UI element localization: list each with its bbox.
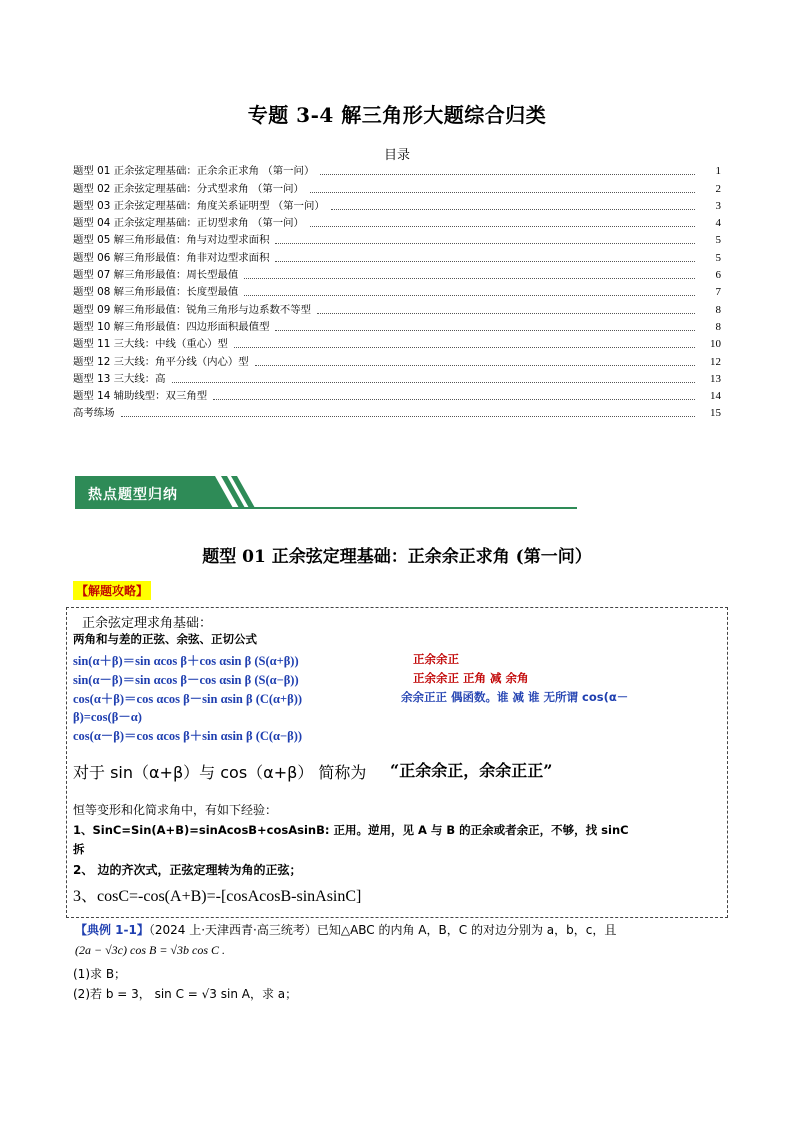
toc-item[interactable] bbox=[73, 334, 721, 351]
toc-page: 14 bbox=[710, 390, 721, 403]
question-1: (1)求 B； bbox=[73, 967, 127, 981]
toc-label: 题型 09 解三角形最值：锐角三角形与边系数不等型 bbox=[73, 303, 312, 316]
formula-sin-sum: sin(α＋β)＝sin αcos β＋cos αsin β (S(α+β)) bbox=[73, 654, 299, 668]
toc-label: 题型 06 解三角形最值：角非对边型求面积 bbox=[73, 251, 270, 264]
formula-cos-sum: cos(α＋β)＝cos αcos β－sin αsin β (C(α+β)) bbox=[73, 692, 303, 706]
formula-cos-sum-cont: β)=cos(β－α) bbox=[73, 710, 142, 724]
toc-page: 12 bbox=[710, 355, 721, 368]
toc-label: 题型 08 解三角形最值：长度型最值 bbox=[73, 286, 239, 299]
tip-2: 2、 边的齐次式，正弦定理转为角的正弦； bbox=[73, 863, 302, 877]
toc-leader bbox=[317, 313, 695, 314]
toc-leader bbox=[310, 226, 695, 227]
toc-page: 8 bbox=[715, 320, 721, 333]
toc-page: 13 bbox=[710, 372, 721, 385]
toc-label: 题型 02 正余弦定理基础：分式型求角 （第一问） bbox=[73, 182, 304, 195]
toc-leader bbox=[275, 330, 695, 331]
banner-rule bbox=[75, 507, 577, 509]
toc-leader bbox=[172, 382, 695, 383]
banner-label: 热点题型归纳 bbox=[88, 487, 178, 503]
example-text: （2024 上·天津西青·高三统考）已知△ABC 的内角 A，B，C 的对边分别为 a，b，c，且 bbox=[148, 923, 617, 937]
toc-item[interactable] bbox=[73, 369, 721, 386]
toc-page: 6 bbox=[715, 269, 721, 282]
toc-page: 4 bbox=[715, 217, 721, 230]
toc-page: 10 bbox=[710, 338, 721, 351]
strategy-tag: 【解题攻略】 bbox=[73, 581, 151, 600]
toc-leader bbox=[331, 209, 695, 210]
example-tag: 【典例 1-1】 bbox=[75, 923, 149, 937]
toc-leader bbox=[244, 295, 695, 296]
tip-1: 1、SinC=Sin(A+B)=sinAcosB+cosAsinB: 正用。逆用，见 A 与 B 的正余或者余正，不够，找 sinC bbox=[73, 823, 629, 837]
box-subheading: 两角和与差的正弦、余弦、正切公式 bbox=[73, 632, 257, 646]
formula-sin-diff-note: 正余余正 正角 减 余角 bbox=[413, 671, 529, 685]
toc-leader bbox=[310, 192, 695, 193]
toc-item[interactable] bbox=[73, 178, 721, 195]
mnemonic-prefix: 对于 sin（α+β）与 cos（α+β） 简称为 bbox=[73, 763, 367, 782]
toc-item[interactable] bbox=[73, 161, 721, 178]
toc-label: 题型 11 三大线：中线（重心）型 bbox=[73, 338, 228, 351]
toc-page: 7 bbox=[715, 286, 721, 299]
toc-label: 题型 01 正余弦定理基础：正余余正求角 （第一问） bbox=[73, 165, 315, 178]
toc-item[interactable] bbox=[73, 196, 721, 213]
table-of-contents bbox=[73, 161, 721, 420]
section-title: 题型 01 正余弦定理基础：正余余正求角 (第一问） bbox=[202, 547, 592, 567]
formula-sin-sum-note: 正余余正 bbox=[413, 652, 459, 666]
toc-label: 题型 03 正余弦定理基础：角度关系证明型 （第一问） bbox=[73, 199, 325, 212]
toc-label: 题型 05 解三角形最值：角与对边型求面积 bbox=[73, 234, 270, 247]
question-2: (2)若 b = 3， sin C = √3 sin A，求 a； bbox=[73, 987, 298, 1001]
toc-page: 1 bbox=[715, 165, 721, 178]
formula-sin-diff: sin(α－β)＝sin αcos β－cos αsin β (S(α−β)) bbox=[73, 673, 299, 687]
toc-page: 15 bbox=[710, 407, 721, 420]
toc-page: 3 bbox=[715, 199, 721, 212]
toc-item[interactable] bbox=[73, 265, 721, 282]
toc-leader bbox=[121, 416, 695, 417]
toc-page: 5 bbox=[715, 234, 721, 247]
toc-label: 题型 04 正余弦定理基础：正切型求角 （第一问） bbox=[73, 217, 304, 230]
example-line-1 bbox=[75, 921, 616, 938]
toc-item[interactable] bbox=[73, 351, 721, 368]
experience-intro: 恒等变形和化简求角中，有如下经验： bbox=[73, 803, 278, 817]
toc-leader bbox=[275, 261, 695, 262]
toc-label: 高考练场 bbox=[73, 407, 115, 420]
toc-item[interactable] bbox=[73, 299, 721, 316]
toc-leader bbox=[275, 243, 695, 244]
tip-3: 3、cosC=-cos(A+B)=-[cosAcosB-sinAsinC] bbox=[73, 888, 362, 905]
toc-leader bbox=[213, 399, 695, 400]
formula-cos-sum-note: 余余正正 偶函数。谁 减 谁 无所谓 cos(α－ bbox=[401, 690, 629, 704]
toc-label: 题型 10 解三角形最值：四边形面积最值型 bbox=[73, 320, 270, 333]
toc-label: 题型 07 解三角形最值：周长型最值 bbox=[73, 269, 239, 282]
toc-label: 题型 14 辅助线型：双三角型 bbox=[73, 390, 208, 403]
toc-page: 2 bbox=[715, 182, 721, 195]
toc-item[interactable] bbox=[73, 213, 721, 230]
toc-page: 5 bbox=[715, 251, 721, 264]
toc-leader bbox=[320, 174, 695, 175]
toc-label: 题型 13 三大线：高 bbox=[73, 372, 166, 385]
toc-item[interactable] bbox=[73, 386, 721, 403]
toc-label: 题型 12 三大线：角平分线（内心）型 bbox=[73, 355, 249, 368]
toc-leader bbox=[244, 278, 695, 279]
toc-item[interactable] bbox=[73, 247, 721, 264]
toc-heading: 目录 bbox=[383, 148, 410, 163]
toc-item[interactable] bbox=[73, 230, 721, 247]
toc-item[interactable] bbox=[73, 403, 721, 420]
page-title: 专题 3-4 解三角形大题综合归类 bbox=[247, 103, 547, 127]
tip-1-cont: 拆 bbox=[73, 842, 85, 856]
mnemonic: “正余余正，余余正正” bbox=[390, 761, 553, 780]
example-equation: (2a − √3c) cos B = √3b cos C . bbox=[75, 943, 226, 957]
formula-cos-diff: cos(α－β)＝cos αcos β＋sin αsin β (C(α−β)) bbox=[73, 729, 303, 743]
strategy-box bbox=[66, 607, 728, 918]
box-intro: 正余弦定理求角基础： bbox=[82, 616, 213, 631]
toc-item[interactable] bbox=[73, 317, 721, 334]
toc-leader bbox=[255, 365, 695, 366]
toc-page: 8 bbox=[715, 303, 721, 316]
toc-leader bbox=[234, 347, 695, 348]
toc-item[interactable] bbox=[73, 282, 721, 299]
